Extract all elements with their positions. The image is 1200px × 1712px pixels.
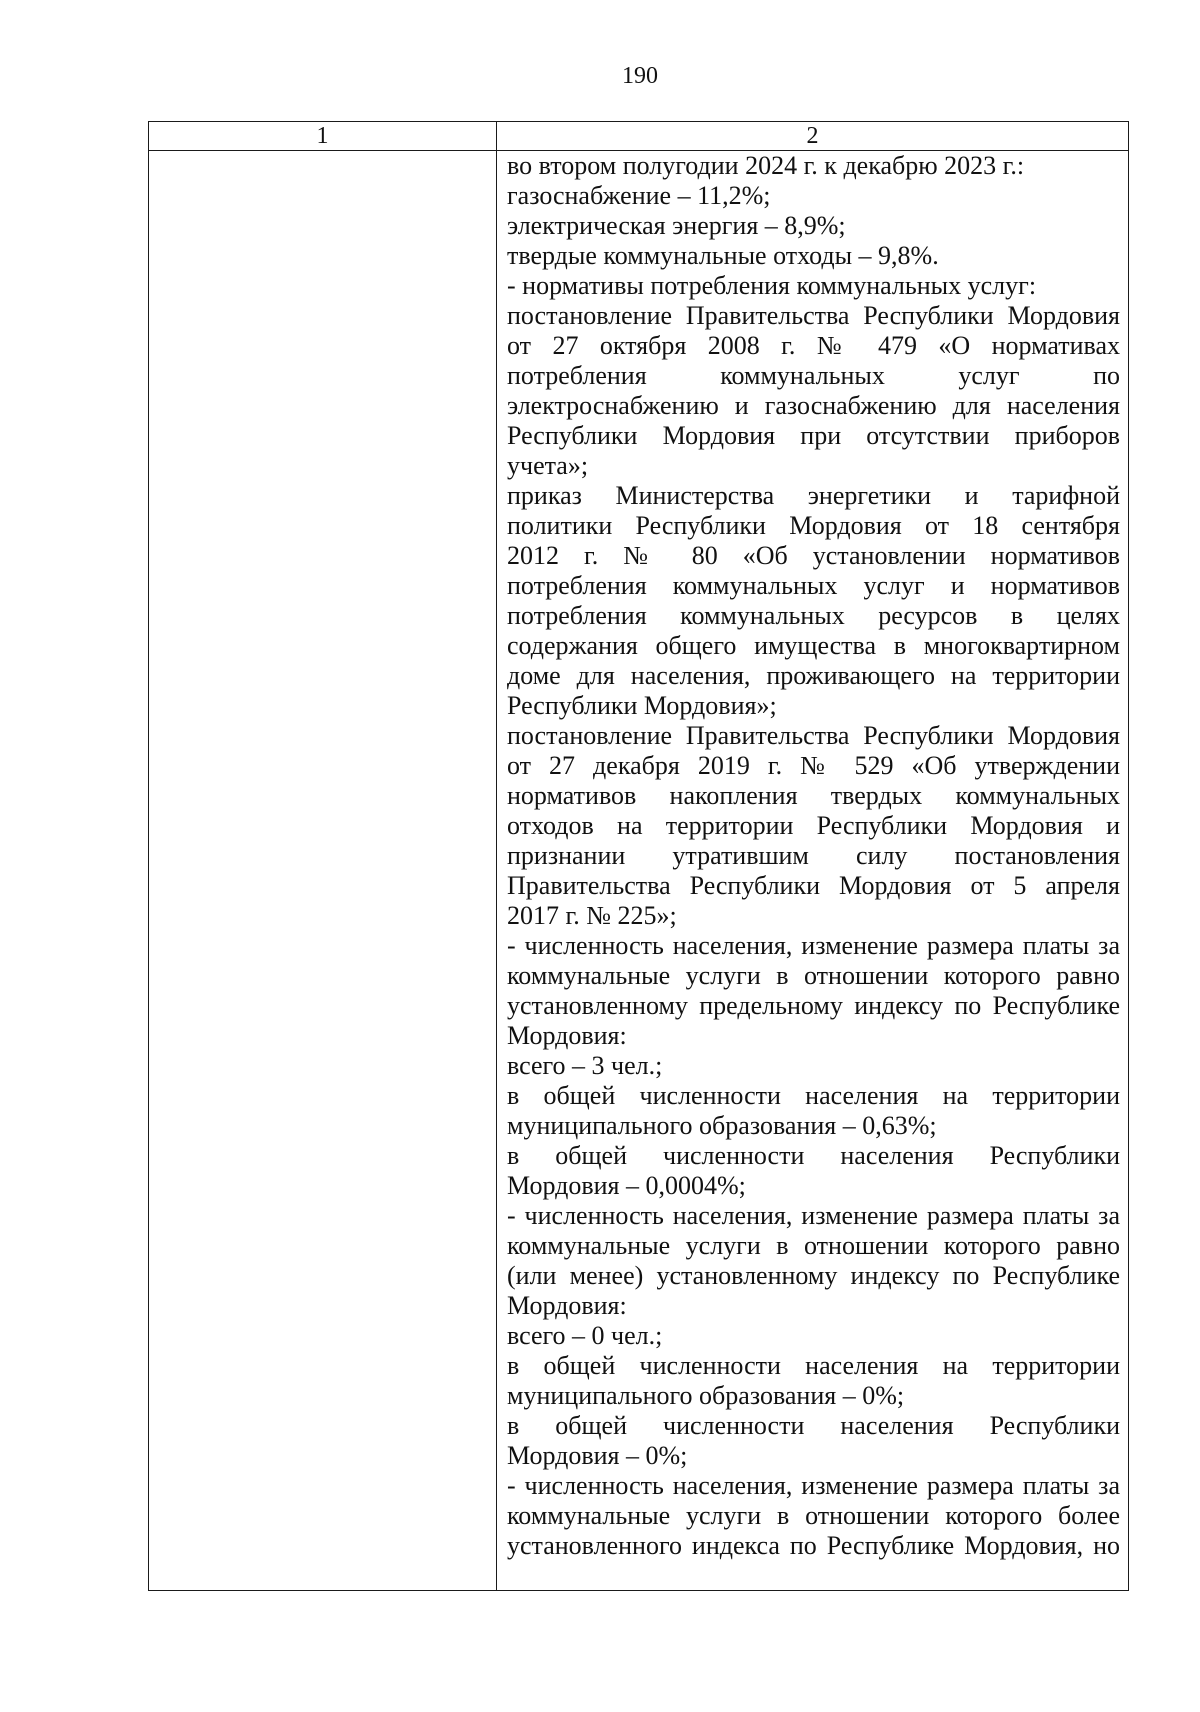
text-line: приказ Министерства энергетики и тарифной	[507, 481, 1120, 510]
text-line: муниципального образования – 0,63%;	[507, 1111, 937, 1140]
text-line: твердые коммунальные отходы – 9,8%.	[507, 241, 939, 270]
text-line: 2017 г. № 225»;	[507, 901, 677, 930]
content-text-block	[507, 151, 1120, 1561]
text-line: коммунальные услуги в отношении которого равно	[507, 1231, 1120, 1260]
text-line: отходов на территории Республики Мордовия и	[507, 811, 1120, 840]
text-line: Мордовия – 0%;	[507, 1441, 688, 1470]
text-line: Мордовия:	[507, 1291, 627, 1320]
table-header-row	[149, 122, 1129, 151]
column-2-cell	[497, 151, 1129, 1591]
text-line: потребления коммунальных услуг по	[507, 361, 1120, 390]
text-line: потребления коммунальных ресурсов в целях	[507, 601, 1120, 630]
text-line: постановление Правительства Республики Мордовия	[507, 301, 1120, 330]
text-line: в общей численности населения на территории	[507, 1081, 1120, 1110]
text-line: установленного индекса по Республике Мордовия, но	[507, 1531, 1120, 1560]
text-line: муниципального образования – 0%;	[507, 1381, 905, 1410]
text-line: - нормативы потребления коммунальных услуг:	[507, 271, 1037, 300]
text-line: потребления коммунальных услуг и нормативов	[507, 571, 1120, 600]
text-line: нормативов накопления твердых коммунальных	[507, 781, 1120, 810]
text-line: - численность населения, изменение размера платы за	[507, 1201, 1120, 1230]
text-line: установленному предельному индексу по Республике	[507, 991, 1120, 1020]
text-line: всего – 0 чел.;	[507, 1321, 663, 1350]
text-line: Правительства Республики Мордовия от 5 апреля	[507, 871, 1120, 900]
text-line: - численность населения, изменение размера платы за	[507, 1471, 1120, 1500]
text-line: в общей численности населения Республики	[507, 1141, 1120, 1170]
text-line: признании утратившим силу постановления	[507, 841, 1120, 870]
page-number: 190	[622, 63, 658, 89]
text-line: доме для населения, проживающего на территории	[507, 661, 1120, 690]
text-line: в общей численности населения на территории	[507, 1351, 1120, 1380]
column-1-cell	[149, 151, 497, 1591]
text-line: Мордовия:	[507, 1021, 627, 1050]
column-header-1: 1	[149, 122, 497, 151]
text-line: от 27 октября 2008 г. № 479 «О нормативах	[507, 331, 1120, 360]
text-line: электрическая энергия – 8,9%;	[507, 211, 846, 240]
text-line: содержания общего имущества в многоквартирном	[507, 631, 1120, 660]
text-line: электроснабжению и газоснабжению для населения	[507, 391, 1120, 420]
text-line: газоснабжение – 11,2%;	[507, 181, 771, 210]
text-line: в общей численности населения Республики	[507, 1411, 1120, 1440]
text-line: Республики Мордовия»;	[507, 691, 777, 720]
text-line: всего – 3 чел.;	[507, 1051, 663, 1080]
text-line: - численность населения, изменение размера платы за	[507, 931, 1120, 960]
text-line: во втором полугодии 2024 г. к декабрю 2023 г.:	[507, 151, 1025, 180]
text-line: от 27 декабря 2019 г. № 529 «Об утверждении	[507, 751, 1120, 780]
column-header-2: 2	[497, 122, 1129, 151]
text-line: (или менее) установленному индексу по Республике	[507, 1261, 1120, 1290]
text-line: политики Республики Мордовия от 18 сентября	[507, 511, 1120, 540]
text-line: Республики Мордовия при отсутствии приборов	[507, 421, 1120, 450]
document-table	[148, 121, 1129, 1591]
text-line: учета»;	[507, 451, 589, 480]
text-line: коммунальные услуги в отношении которого равно	[507, 961, 1120, 990]
text-line: коммунальные услуги в отношении которого более	[507, 1501, 1120, 1530]
text-line: постановление Правительства Республики Мордовия	[507, 721, 1120, 750]
table-row	[149, 151, 1129, 1591]
text-line: Мордовия – 0,0004%;	[507, 1171, 746, 1200]
text-line: 2012 г. № 80 «Об установлении нормативов	[507, 541, 1120, 570]
